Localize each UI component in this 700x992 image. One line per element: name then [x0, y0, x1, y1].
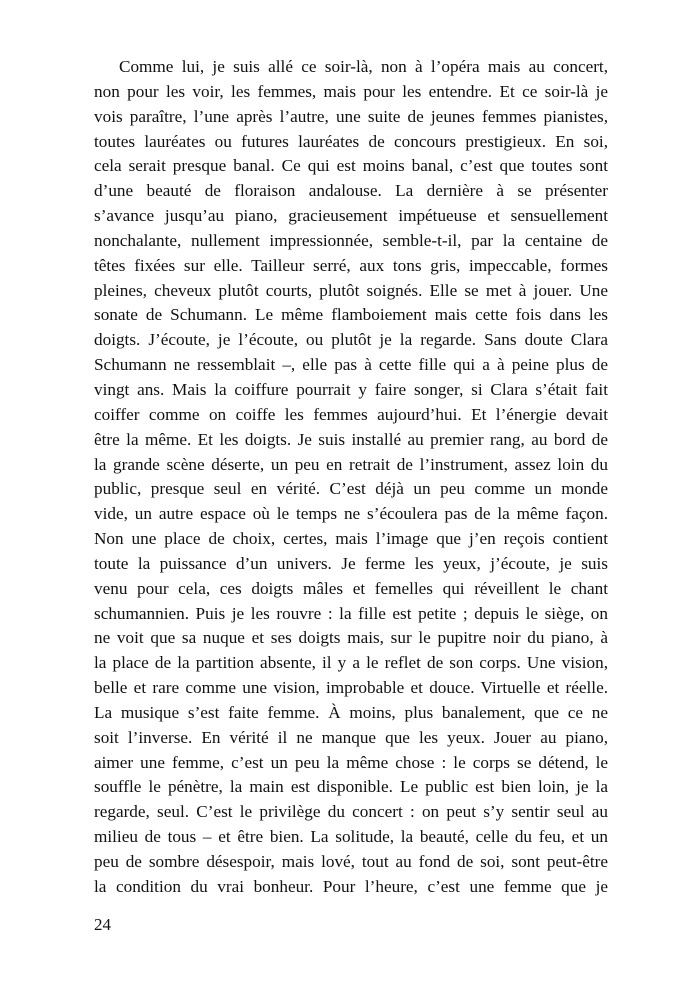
- body-paragraph: [94, 55, 608, 900]
- text-line-17: la grande scène déserte, un peu en retrait de l’instrument, assez loin du: [94, 454, 608, 474]
- text-line-1: Comme lui, je suis allé ce soir-là, non à l’opéra mais au concert,: [119, 57, 608, 76]
- text-line-24: ne voit que sa nuque et ses doigts mais, sur le pupitre noir du piano, à: [94, 628, 608, 648]
- text-line-7: s’avance jusqu’au piano, gracieusement impétueuse et sensuellement: [94, 206, 608, 226]
- text-line-29: aimer une femme, c’est un peu la même chose : le corps se détend, le: [94, 752, 608, 772]
- text-line-30: souffle le pénètre, la main est disponible. Le public est bien loin, je la: [94, 777, 608, 797]
- text-line-9: têtes fixées sur elle. Tailleur serré, aux tons gris, impeccable, formes: [94, 255, 608, 275]
- text-line-13: Schumann ne ressemblait –, elle pas à cette fille qui a à peine plus de: [94, 355, 608, 375]
- text-line-22: venu pour cela, ces doigts mâles et femelles qui réveillent le chant: [94, 578, 608, 598]
- text-line-14: vingt ans. Mais la coiffure pourrait y faire songer, si Clara s’était fait: [94, 379, 608, 399]
- text-line-31: regarde, seul. C’est le privilège du concert : on peut s’y sentir seul au: [94, 802, 608, 822]
- text-line-5: cela serait presque banal. Ce qui est moins banal, c’est que toutes sont: [94, 156, 608, 176]
- text-line-33: peu de sombre désespoir, mais lové, tout au fond de soi, sont peut-être: [94, 852, 608, 871]
- text-line-6: d’une beauté de floraison andalouse. La dernière à se présenter: [94, 181, 608, 201]
- text-line-25: la place de la partition absente, il y a le reflet de son corps. Une vision,: [94, 653, 608, 673]
- text-line-28: soit l’inverse. En vérité il ne manque que les yeux. Jouer au piano,: [94, 727, 608, 747]
- text-line-26: belle et rare comme une vision, improbable et douce. Virtuelle et réelle.: [94, 678, 608, 698]
- text-line-12: doigts. J’écoute, je l’écoute, ou plutôt je la regarde. Sans doute Clara: [94, 330, 608, 350]
- text-line-27: La musique s’est faite femme. À moins, plus banalement, que ce ne: [94, 702, 608, 722]
- text-line-16: être la même. Et les doigts. Je suis installé au premier rang, au bord de: [94, 429, 608, 449]
- text-line-19: vide, un autre espace où le temps ne s’écoulera pas de la même façon.: [94, 504, 608, 524]
- text-line-10: pleines, cheveux plutôt courts, plutôt soignés. Elle se met à jouer. Une: [94, 280, 608, 300]
- text-line-18: public, presque seul en vérité. C’est déjà un peu comme un monde: [94, 479, 608, 499]
- text-line-11: sonate de Schumann. Le même flamboiement mais cette fois dans les: [94, 305, 608, 325]
- text-line-34: la condition du vrai bonheur. Pour l’heure, c’est une femme que je: [94, 876, 608, 896]
- text-line-15: coiffer comme on coiffe les femmes aujourd’hui. Et l’énergie devait: [94, 404, 608, 424]
- text-line-8: nonchalante, nullement impressionnée, semble-t-il, par la centaine de: [94, 230, 608, 250]
- text-line-3: vois paraître, l’une après l’autre, une suite de jeunes femmes pianistes,: [94, 106, 608, 126]
- text-line-21: toute la puissance d’un univers. Je ferme les yeux, j’écoute, je suis: [94, 553, 608, 573]
- text-line-4: toutes lauréates ou futures lauréates de concours prestigieux. En soi,: [94, 131, 608, 151]
- page-number: 24: [94, 915, 111, 934]
- text-line-2: non pour les voir, les femmes, mais pour les entendre. Et ce soir-là je: [94, 81, 608, 101]
- text-line-20: Non une place de choix, certes, mais l’image que j’en reçois contient: [94, 529, 608, 549]
- text-line-23: schumannien. Puis je les rouvre : la fille est petite ; depuis le siège, on: [94, 603, 608, 623]
- text-line-32: milieu de tous – et être bien. La solitude, la beauté, celle du feu, et un: [94, 827, 608, 847]
